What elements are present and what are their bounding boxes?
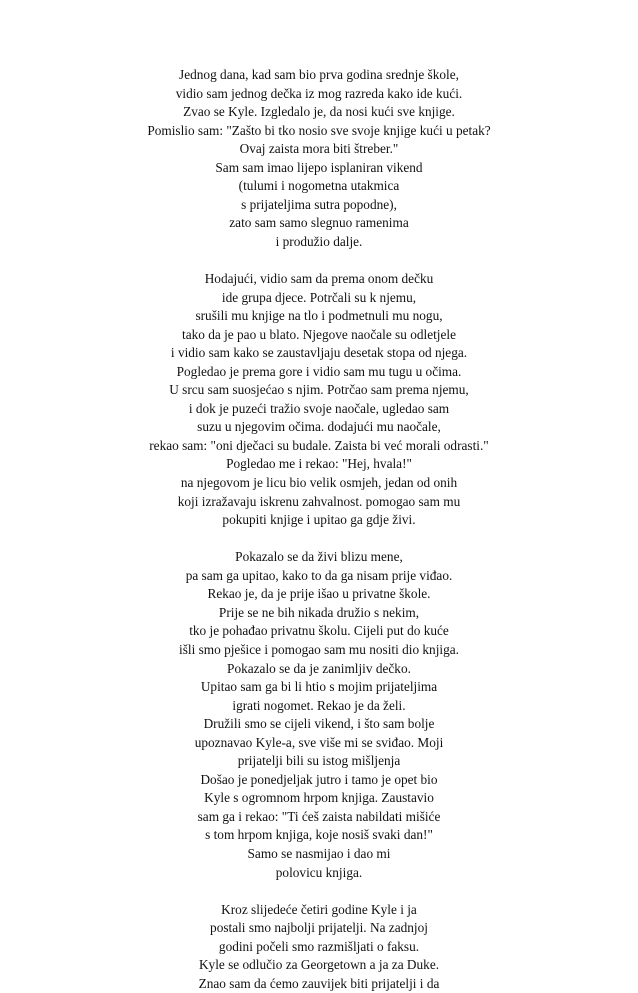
text-line: U srcu sam suosjećao s njim. Potrčao sam prema njemu,	[169, 382, 469, 398]
text-line: sam ga i rekao: "Ti ćeš zaista nabildati mišiće	[197, 808, 441, 824]
text-line: koji izražavaju iskrenu zahvalnost. pomogao sam mu	[177, 493, 461, 509]
text-line: Kyle s ogromnom hrpom knjiga. Zaustavio	[204, 790, 434, 806]
text-line: Pogledao me i rekao: "Hej, hvala!"	[226, 456, 412, 472]
text-line: igrati nogomet. Rekao je da želi.	[232, 697, 406, 713]
paragraph-gap	[0, 530, 638, 549]
text-line: Sam sam imao lijepo isplaniran vikend	[215, 159, 423, 175]
text-line: Pokazalo se da je zanimljiv dečko.	[227, 660, 411, 676]
story-text	[0, 66, 638, 993]
text-line: polovicu knjiga.	[275, 864, 363, 880]
text-line: vidio sam jednog dečka iz mog razreda kako ide kući.	[175, 85, 463, 101]
text-line: Zvao se Kyle. Izgledalo je, da nosi kući sve knjige.	[183, 104, 455, 120]
text-line: Ovaj zaista mora biti štreber."	[239, 141, 399, 157]
text-line: upoznavao Kyle-a, sve više mi se sviđao. Moji	[194, 734, 444, 750]
text-line: pokupiti knjige i upitao ga gdje živi.	[222, 512, 416, 528]
text-line: (tulumi i nogometna utakmica	[238, 178, 400, 194]
text-line: Kroz slijedeće četiri godine Kyle i ja	[221, 901, 417, 917]
text-line: Hodajući, vidio sam da prema onom dečku	[204, 271, 434, 287]
text-line: Znao sam da ćemo zauvijek biti prijatelji i da	[198, 975, 440, 991]
paragraph	[0, 66, 638, 251]
text-line: išli smo pješice i pomogao sam mu nositi dio knjiga.	[179, 641, 459, 657]
text-line: Družili smo se cijeli vikend, i što sam bolje	[203, 716, 435, 732]
text-line: i vidio sam kako se zaustavljaju desetak stopa od njega.	[170, 345, 468, 361]
text-line: i dok je puzeći tražio svoje naočale, ugledao sam	[188, 400, 450, 416]
paragraph-gap	[0, 251, 638, 270]
text-line: s prijateljima sutra popodne),	[241, 196, 397, 212]
text-line: Samo se nasmijao i dao mi	[247, 845, 391, 861]
text-line: prijatelji bili su istog mišljenja	[237, 753, 401, 769]
text-line: Prije se ne bih nikada družio s nekim,	[218, 604, 420, 620]
text-line: Rekao je, da je prije išao u privatne škole.	[207, 586, 431, 602]
text-line: postali smo najbolji prijatelji. Na zadnjoj	[210, 920, 428, 936]
text-line: godini počeli smo razmišljati o faksu.	[218, 938, 420, 954]
paragraph	[0, 548, 638, 882]
text-line: Pokazalo se da živi blizu mene,	[235, 549, 403, 565]
text-line: Pomislio sam: "Zašto bi tko nosio sve svoje knjige kući u petak?	[147, 122, 491, 138]
text-line: Pogledao je prema gore i vidio sam mu tugu u očima.	[176, 363, 462, 379]
text-line: s tom hrpom knjiga, koje nosiš svaki dan!"	[205, 827, 433, 843]
text-line: suzu u njegovim očima. dodajući mu naočale,	[197, 419, 441, 435]
text-line: i produžio dalje.	[275, 233, 363, 249]
text-line: Došao je ponedjeljak jutro i tamo je opet bio	[200, 771, 438, 787]
text-line: Kyle se odlučio za Georgetown a ja za Duke.	[198, 957, 440, 973]
text-line: ide grupa djece. Potrčali su k njemu,	[221, 289, 417, 305]
text-line: srušili mu knjige na tlo i podmetnuli mu nogu,	[195, 308, 443, 324]
text-line: zato sam samo slegnuo ramenima	[229, 215, 409, 231]
paragraph	[0, 270, 638, 530]
paragraph	[0, 901, 638, 993]
text-line: Upitao sam ga bi li htio s mojim prijateljima	[200, 679, 438, 695]
text-line: rekao sam: "oni dječaci su budale. Zaista bi već morali odrasti."	[149, 437, 489, 453]
text-line: Jednog dana, kad sam bio prva godina srednje škole,	[179, 67, 459, 82]
paragraph-gap	[0, 882, 638, 901]
text-line: pa sam ga upitao, kako to da ga nisam prije viđao.	[185, 567, 453, 583]
text-line: tko je pohađao privatnu školu. Cijeli put do kuće	[189, 623, 449, 639]
text-line: tako da je pao u blato. Njegove naočale su odletjele	[182, 326, 456, 342]
text-line: na njegovom je licu bio velik osmjeh, jedan od onih	[180, 475, 458, 491]
